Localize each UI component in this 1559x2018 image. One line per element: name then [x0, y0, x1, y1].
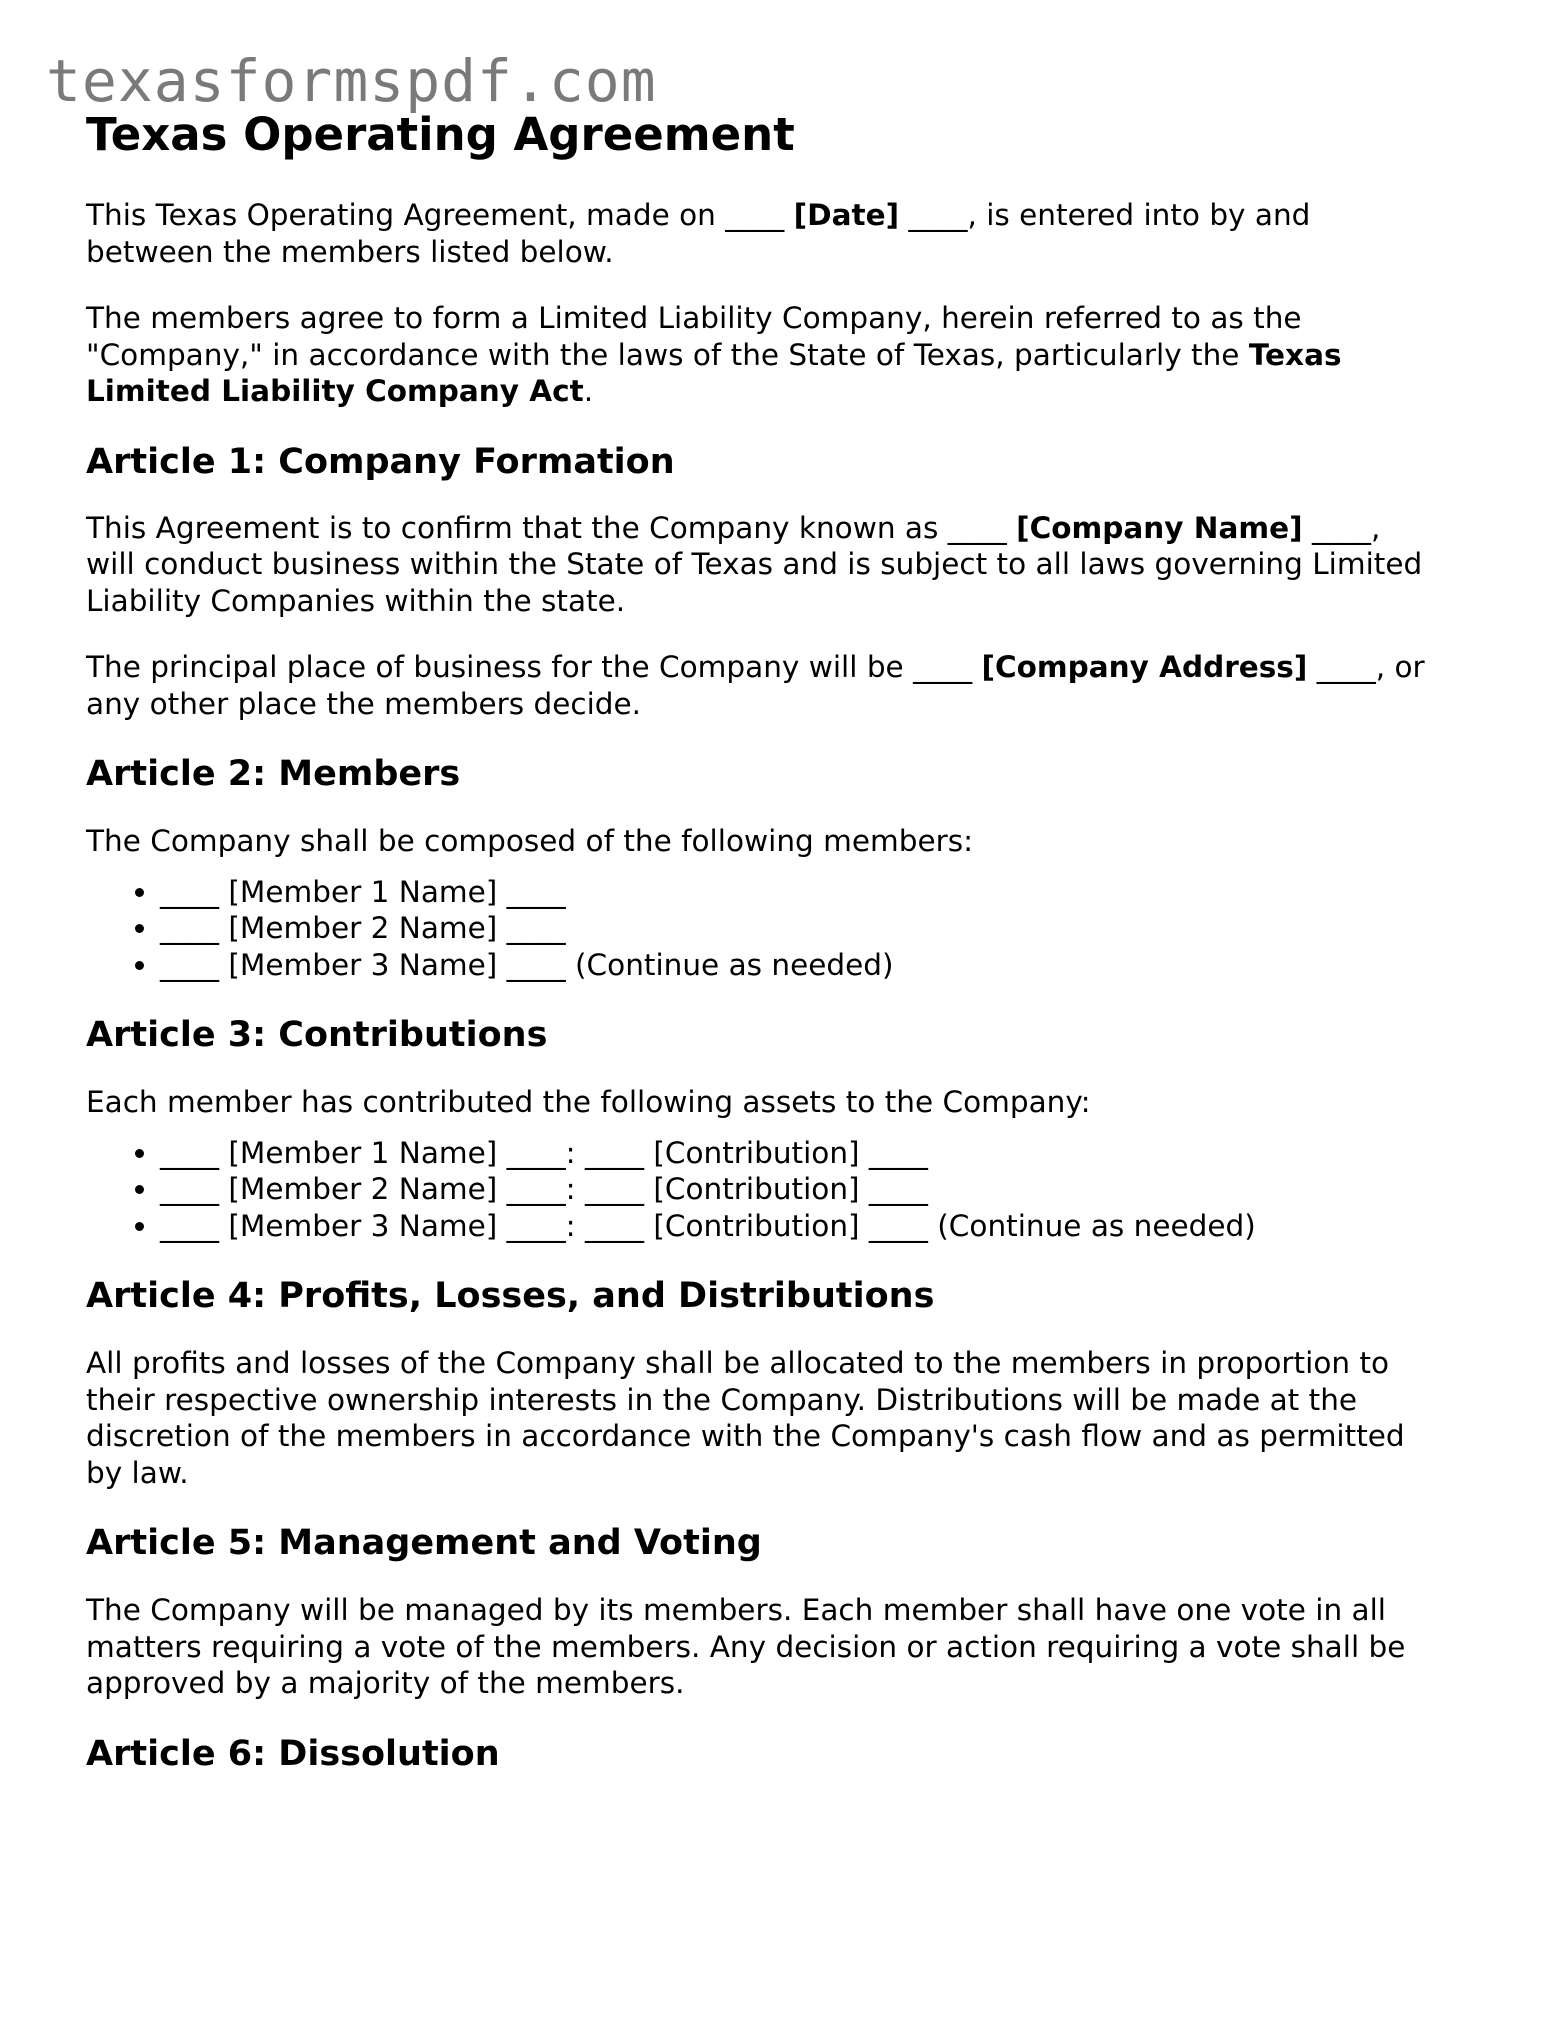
- article-1-heading: Article 1: Company Formation: [86, 441, 675, 482]
- members-list: [86, 874, 1486, 984]
- article-2-paragraph: The Company shall be composed of the following members:: [86, 824, 974, 858]
- member-list-item: • ____ [Member 3 Name] ____ (Continue as needed): [160, 947, 1486, 984]
- article-5-heading: Article 5: Management and Voting: [86, 1523, 762, 1563]
- contribution-list-item: • ____ [Member 1 Name] ____: ____ [Contribution] ____: [160, 1135, 1486, 1172]
- act-name-part-1: Texas: [1248, 337, 1342, 372]
- article-5-paragraph: The Company will be managed by its members. Each member shall have one vote in all matters requiring a vote of the members. Any decision or action requiring a vote shall be approved by a majority of the members.: [86, 1593, 1406, 1700]
- contribution-list-item: • ____ [Member 3 Name] ____: ____ [Contribution] ____ (Continue as needed): [160, 1208, 1486, 1245]
- article-1-paragraph-2: The principal place of business for the Company will be ____ [Company Address] ____, or any other place the members decide.: [86, 650, 1425, 721]
- document-body: [86, 100, 1486, 1776]
- site-watermark: texasformspdf.com: [46, 47, 657, 115]
- article-6-heading: Article 6: Dissolution: [86, 1733, 500, 1774]
- article-4-paragraph: All profits and losses of the Company shall be allocated to the members in proportion to their respective ownership interests in the Company. Distributions will be made at the discretion of the members in accordance with the Company's cash flow and as permitted by law.: [86, 1346, 1405, 1490]
- article-3-paragraph: Each member has contributed the following assets to the Company:: [86, 1085, 1091, 1119]
- intro-paragraph-2: The members agree to form a Limited Liability Company, herein referred to as the "Company," in accordance with the laws of the State of Texas, particularly the Texas Limited Liability Company Act.: [86, 301, 1342, 408]
- company-name-placeholder: [Company Name]: [1016, 510, 1303, 545]
- member-list-item: • ____ [Member 1 Name] ____: [160, 874, 1486, 911]
- article-3-heading: Article 3: Contributions: [86, 1015, 548, 1055]
- contributions-list: [86, 1135, 1486, 1245]
- contribution-list-item: • ____ [Member 2 Name] ____: ____ [Contribution] ____: [160, 1171, 1486, 1208]
- act-name-part-2: Limited Liability Company Act: [86, 374, 584, 408]
- article-1-paragraph-1: This Agreement is to confirm that the Company known as ____ [Company Name] ____, will conduct business within the State of Texas and is subject to all laws governing Limited Liability Companies within the state.: [86, 510, 1423, 618]
- company-address-placeholder: [Company Address]: [981, 650, 1308, 684]
- article-2-heading: Article 2: Members: [86, 754, 461, 794]
- article-4-heading: Article 4: Profits, Losses, and Distributions: [86, 1276, 935, 1316]
- intro-paragraph-1: This Texas Operating Agreement, made on ____ [Date] ____, is entered into by and between the members listed below.: [86, 198, 1311, 269]
- member-list-item: • ____ [Member 2 Name] ____: [160, 910, 1486, 947]
- date-placeholder: [Date]: [793, 198, 900, 232]
- document-title: Texas Operating Agreement: [86, 108, 795, 161]
